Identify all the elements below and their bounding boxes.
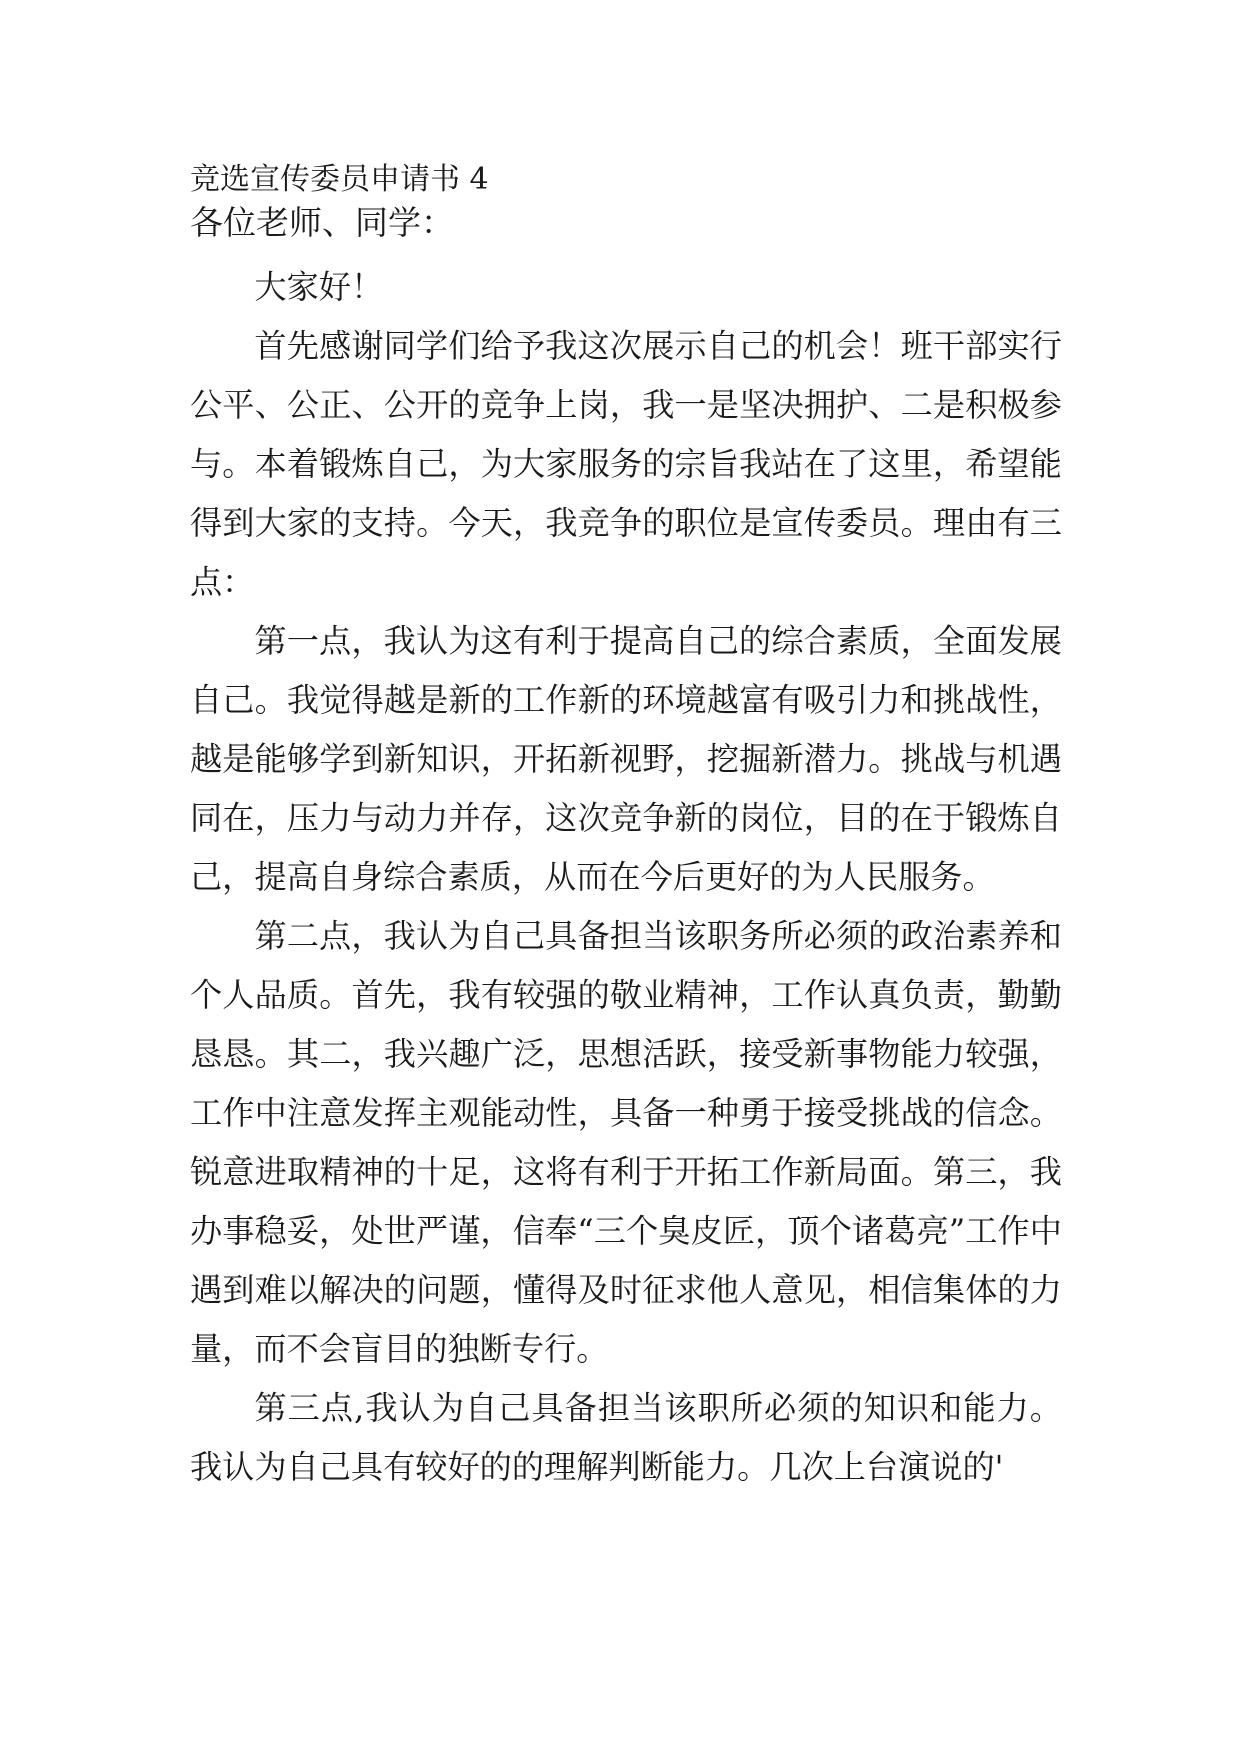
document-title: 竞选宣传委员申请书 4 [190,162,489,197]
paragraph-greeting: 大家好！ [254,268,384,306]
document-page [190,160,1062,1497]
paragraph-reason-one: 第一点，我认为这有利于提高自己的综合素质，全面发展自己。我觉得越是新的工作新的环境越富有吸引力和挑战性，越是能够学到新知识，开拓新视野，挖掘新潜力。挑战与机遇同在，压力与动力并存，这次竞争新的岗位，目的在于锻炼自己，提高自身综合素质，从而在今后更好的为人民服务。 [190,622,1062,896]
paragraph-reason-two: 第二点，我认为自己具备担当该职务所必须的政治素养和个人品质。首先，我有较强的敬业精神，工作认真负责，勤勤恳恳。其二，我兴趣广泛，思想活跃，接受新事物能力较强，工作中注意发挥主观能动性，具备一种勇于接受挑战的信念。锐意进取精神的十足，这将有利于开拓工作新局面。第三，我办事稳妥，处世严谨，信奉“三个臭皮匠，顶个诸葛亮”工作中遇到难以解决的问题，懂得及时征求他人意见，相信集体的力量，而不会盲目的独断专行。 [190,917,1062,1368]
paragraph-introduction: 首先感谢同学们给予我这次展示自己的机会！班干部实行公平、公正、公开的竞争上岗，我一是坚决拥护、二是积极参与。本着锻炼自己，为大家服务的宗旨我站在了这里，希望能得到大家的支持。今天，我竞争的职位是宣传委员。理由有三点： [190,327,1062,601]
salutation: 各位老师、同学： [190,203,454,242]
paragraph-reason-three: 第三点,我认为自己具备担当该职所必须的知识和能力。我认为自己具有较好的的理解判断能力。几次上台演说的' [190,1389,1062,1486]
